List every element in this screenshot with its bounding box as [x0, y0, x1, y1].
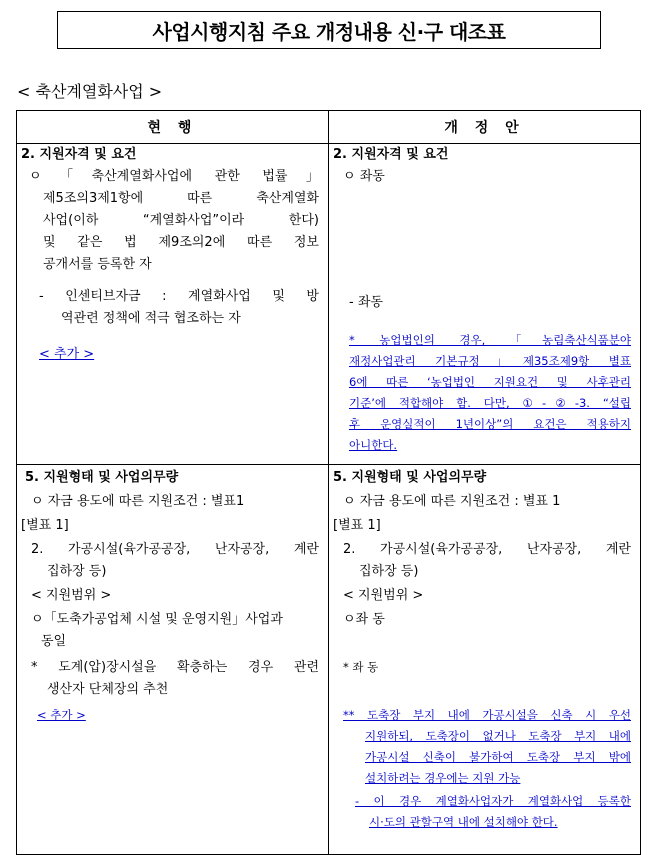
section-heading: < 축산계열화사업 >	[17, 82, 163, 101]
document-title: 사업시행지침 주요 개정내용 신·구 대조표	[57, 11, 601, 49]
header-revised: 개 정 안	[329, 111, 641, 144]
heading-support-type: 5. 지원형태 및 사업의무량	[333, 470, 487, 485]
header-current: 현 행	[17, 111, 329, 144]
text-line: 집하장 등)	[359, 564, 419, 579]
support-condition: ㅇ 자금 용도에 따른 지원조건 : 별표1	[31, 494, 245, 509]
add-placeholder: < 추가 >	[39, 347, 95, 362]
text-line: 역관련 정책에 적극 협조하는 자	[61, 311, 241, 326]
text-line: 공개서를 등록한 자	[43, 257, 152, 272]
same-as-before: - 좌동	[349, 295, 383, 310]
text-line: 아니한다.	[349, 438, 398, 452]
text-line: 설치하려는 경우에는 지원 가능	[365, 771, 521, 785]
qualification-item-1	[29, 166, 319, 276]
text-line: 재정사업관리 기본규정」제35조제9항 별표	[349, 354, 631, 368]
add-placeholder: < 추가 >	[37, 708, 86, 722]
text-line: ㅇ「축산계열화사업에 관한 법률」	[29, 169, 319, 184]
appendix-label: [별표 1]	[21, 518, 69, 533]
support-scope-item	[31, 609, 319, 653]
text-line: 생산자 단체장의 추천	[47, 682, 169, 697]
processing-facility	[343, 539, 631, 583]
same-as-before: ㅇ 좌동	[343, 169, 385, 184]
text-line: 가공시설 신축이 불가하여 도축장 부지 밖에	[365, 750, 631, 764]
text-line: * 농업법인의 경우, 「농림축산식품분야	[349, 333, 631, 347]
heading-qualification: 2. 지원자격 및 요건	[21, 147, 137, 162]
processing-facility	[31, 539, 319, 583]
support-condition: ㅇ 자금 용도에 따른 지원조건 : 별표 1	[343, 494, 561, 509]
same-as-before: ㅇ좌 동	[343, 612, 385, 627]
cell-current-support-type	[17, 465, 329, 855]
text-line: 사업(이하 “계열화사업”이라 한다)	[43, 213, 319, 228]
cell-revised-support-type	[329, 465, 641, 855]
qualification-item-2	[39, 286, 319, 330]
text-line: 시·도의 관할구역 내에 설치해야 한다.	[369, 815, 558, 829]
text-line: - 인센티브자금 : 계열화사업 및 방	[39, 289, 319, 304]
text-line: 지원하되, 도축장이 없거나 도축장 부지 내에	[365, 729, 631, 743]
support-scope-label: < 지원범위 >	[31, 588, 112, 603]
support-scope-label: < 지원범위 >	[343, 588, 424, 603]
text-line: 6에 따른 ‘농업법인 지원요건 및 사후관리	[349, 375, 631, 389]
text-line: - 이 경우 계열화사업자가 계열화사업 등록한	[355, 794, 631, 808]
text-line: * 도계(압)장시설을 확충하는 경우 관련	[31, 660, 319, 675]
text-line: 동일	[41, 634, 67, 649]
slaughter-note	[31, 657, 319, 701]
text-line: 후 운영실적이 1년이상”의 요건은 적용하지	[349, 417, 631, 431]
text-line: 제5조의3제1항에 따른 축산계열화	[43, 191, 319, 206]
text-line: 및 같은 법 제9조의2에 따른 정보	[43, 235, 319, 250]
revised-subnote-registration	[355, 791, 631, 833]
text-line: 집하장 등)	[47, 564, 107, 579]
table-row	[17, 144, 641, 465]
text-line: ** 도축장 부지 내에 가공시설을 신축 시 우선	[343, 708, 631, 722]
table-row	[17, 465, 641, 855]
comparison-table	[16, 110, 641, 855]
text-line: 2. 가공시설(육가공공장, 난자공장, 계란	[31, 542, 319, 557]
text-line: 기준’에 적합해야 함. 다만, ①-②-3. “설립	[349, 396, 631, 410]
cell-current-qualification	[17, 144, 329, 465]
revised-note-agricultural-corp	[349, 330, 631, 456]
table-header-row	[17, 111, 641, 144]
appendix-label: [별표 1]	[333, 518, 381, 533]
same-as-before: * 좌 동	[343, 660, 379, 674]
revised-note-slaughterhouse	[343, 705, 631, 789]
text-line: 2. 가공시설(육가공공장, 난자공장, 계란	[343, 542, 631, 557]
text-line: ㅇ「도축가공업체 시설 및 운영지원」사업과	[31, 612, 283, 627]
heading-support-type: 5. 지원형태 및 사업의무량	[25, 470, 179, 485]
heading-qualification: 2. 지원자격 및 요건	[333, 147, 449, 162]
cell-revised-qualification	[329, 144, 641, 465]
